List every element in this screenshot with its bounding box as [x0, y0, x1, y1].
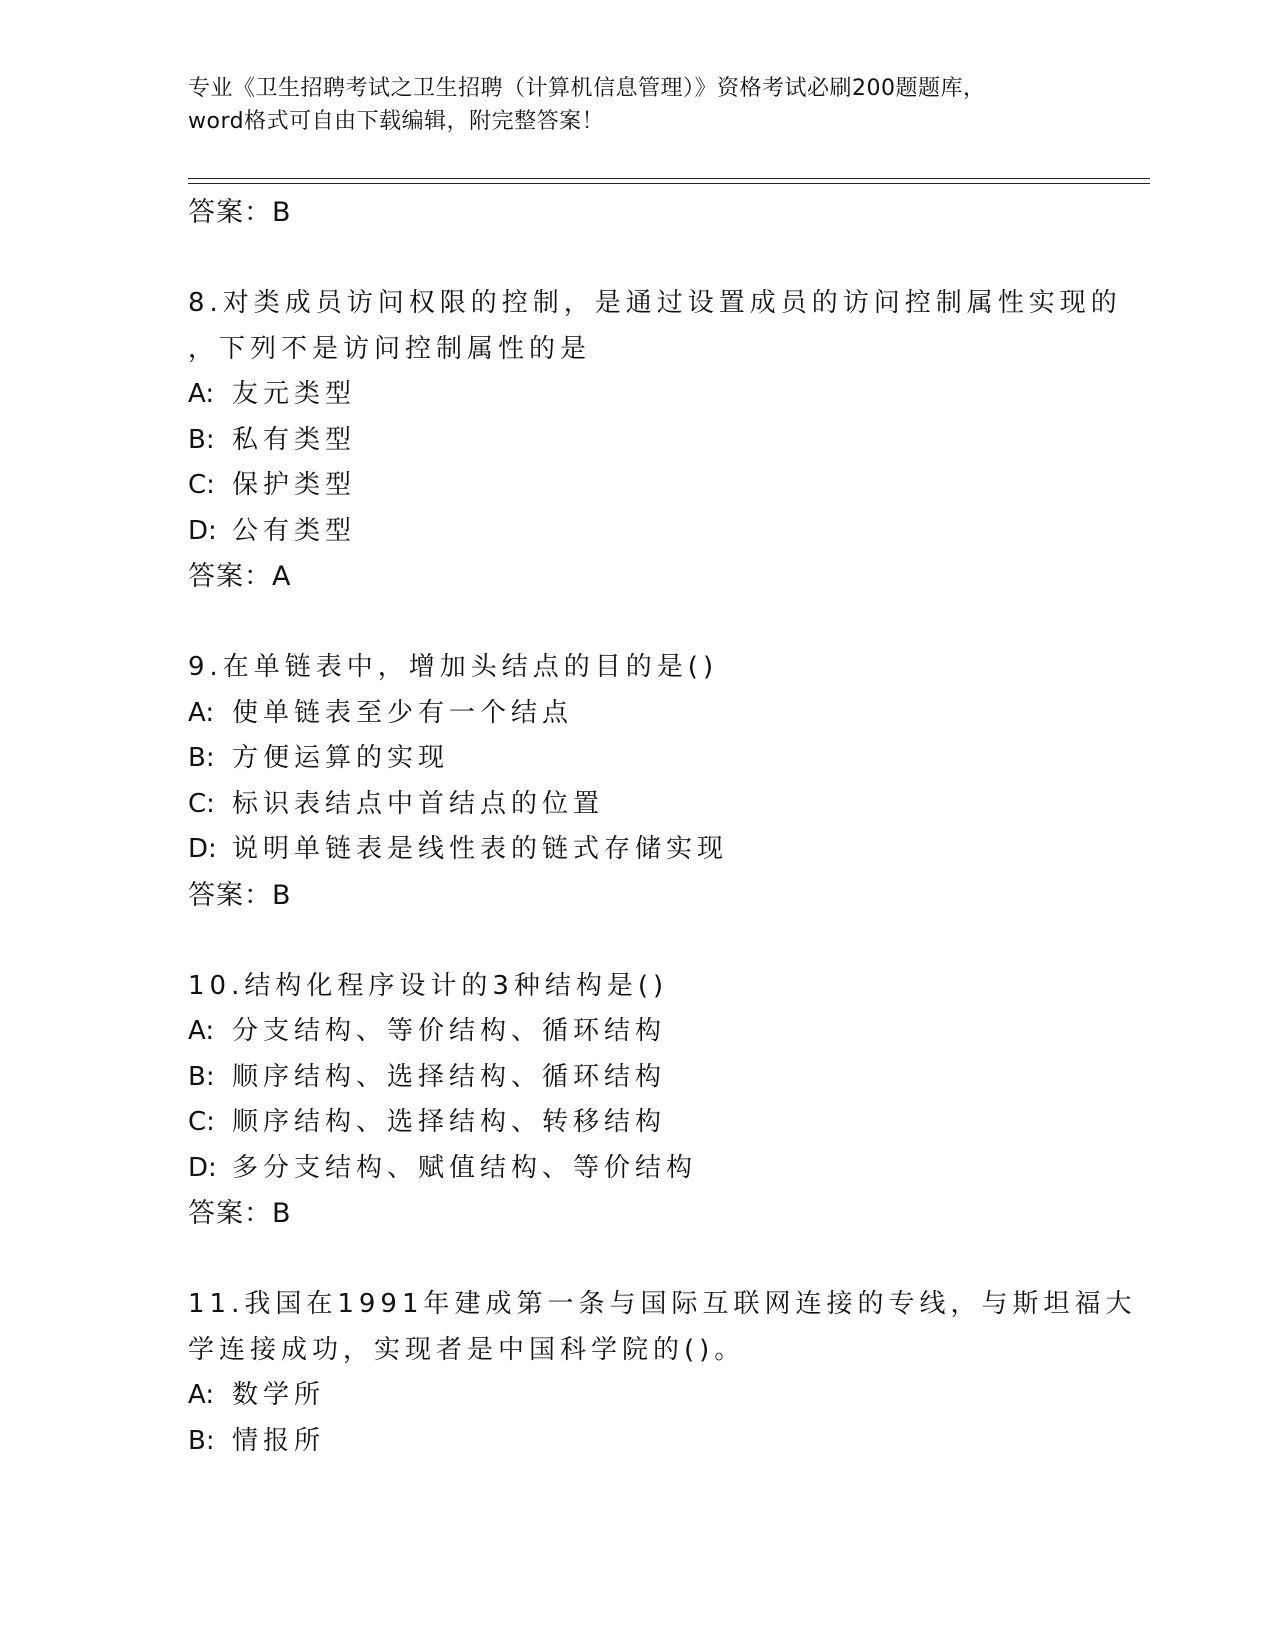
- option-text: 顺序结构、选择结构、转移结构: [232, 1107, 667, 1137]
- option-text: 保护类型: [232, 470, 357, 500]
- option-letter: B:: [188, 1425, 215, 1456]
- option-letter: C:: [188, 1107, 215, 1137]
- option-text: 方便运算的实现: [232, 743, 450, 773]
- option-text: 公有类型: [232, 515, 357, 546]
- option-a: [188, 1373, 1088, 1419]
- option-text: 私有类型: [232, 424, 357, 455]
- option-letter: C:: [188, 788, 215, 819]
- answer-line: 答案：B: [188, 197, 292, 228]
- option-d: [188, 509, 1088, 555]
- option-d: [188, 827, 1088, 873]
- option-letter: D:: [188, 1152, 217, 1183]
- option-text: 多分支结构、赋值结构、等价结构: [232, 1152, 698, 1183]
- option-a: [188, 691, 1088, 737]
- option-b: [188, 418, 1088, 464]
- answer-line: 答案：B: [188, 1198, 292, 1229]
- option-text: 说明单链表是线性表的链式存储实现: [232, 834, 729, 864]
- option-text: 顺序结构、选择结构、循环结构: [232, 1061, 667, 1092]
- option-text: 使单链表至少有一个结点: [232, 697, 574, 728]
- option-text: 情报所: [232, 1425, 326, 1456]
- header-divider-top: [188, 178, 1150, 179]
- option-letter: B:: [188, 1061, 215, 1092]
- document-header: [188, 72, 1088, 138]
- question-block: [188, 645, 1088, 918]
- question-text: 11.我国在1991年建成第一条与国际互联网连接的专线，与斯坦福大: [188, 1289, 1137, 1319]
- option-letter: D:: [188, 515, 217, 546]
- option-c: [188, 463, 1088, 509]
- option-letter: B:: [188, 424, 215, 455]
- option-letter: A:: [188, 1016, 215, 1046]
- option-b: [188, 736, 1088, 782]
- option-c: [188, 782, 1088, 828]
- question-text: 9.在单链表中，增加头结点的目的是(): [188, 652, 719, 682]
- answer-line: 答案：B: [188, 879, 292, 911]
- option-letter: A:: [188, 1380, 215, 1410]
- question-list: [188, 190, 1137, 1464]
- option-letter: A:: [188, 697, 215, 728]
- option-b: [188, 1419, 1088, 1465]
- option-text: 数学所: [232, 1380, 326, 1410]
- option-letter: A:: [188, 379, 215, 409]
- question-text: 8.对类成员访问权限的控制，是通过设置成员的访问控制属性实现的: [188, 288, 1122, 318]
- option-c: [188, 1100, 1088, 1146]
- question-text: ，下列不是访问控制属性的是: [188, 333, 592, 364]
- answer-line: 答案：A: [188, 561, 292, 592]
- header-line-2: word格式可自由下载编辑，附完整答案！: [188, 109, 605, 134]
- question-block: [188, 964, 1088, 1237]
- question-text: 10.结构化程序设计的3种结构是(): [188, 970, 669, 1001]
- option-letter: C:: [188, 470, 215, 500]
- option-letter: D:: [188, 834, 217, 864]
- option-letter: B:: [188, 743, 215, 773]
- option-text: 分支结构、等价结构、循环结构: [232, 1016, 667, 1046]
- question-block: [188, 1282, 1137, 1464]
- option-a: [188, 372, 1088, 418]
- header-divider-bottom: [188, 183, 1150, 184]
- question-text: 学连接成功，实现者是中国科学院的()。: [188, 1334, 746, 1365]
- option-b: [188, 1055, 1088, 1101]
- question-block: [188, 281, 1122, 599]
- option-text: 标识表结点中首结点的位置: [232, 788, 605, 819]
- option-d: [188, 1146, 1088, 1192]
- option-text: 友元类型: [232, 379, 357, 409]
- header-line-1: 专业《卫生招聘考试之卫生招聘（计算机信息管理）》资格考试必刷200题题库，: [188, 76, 986, 101]
- option-a: [188, 1009, 1088, 1055]
